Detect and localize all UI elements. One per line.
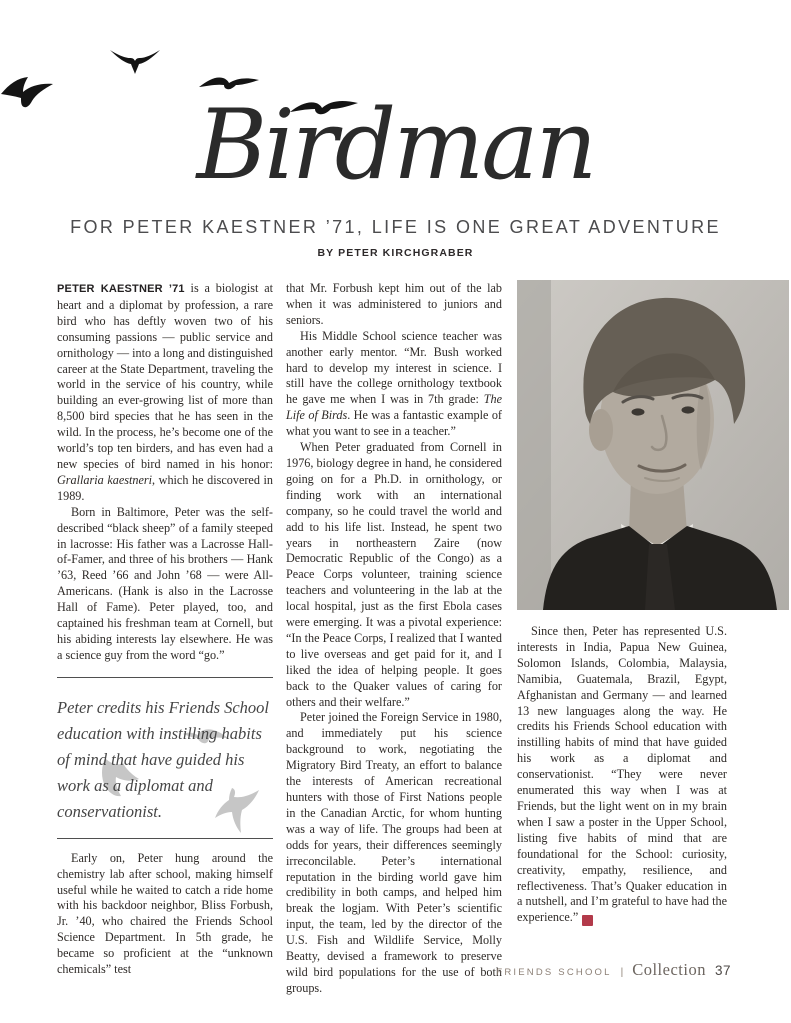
paragraph (517, 624, 727, 926)
paragraph: His Middle School science teacher was another early mentor. “Mr. Bush worked hard to develop my interest in science. I still have the college ornithology textbook he gave me when I was in 7th grade: The Life of Birds. He was a fantastic example of what you want to see in a teacher.” (286, 328, 502, 439)
footer-page-number: 37 (714, 963, 731, 978)
paragraph: that Mr. Forbush kept him out of the lab when it was administered to juniors and seniors. (286, 281, 502, 327)
paragraph: PETER KAESTNER ’71 is a biologist at heart and a diplomat by profession, a rare bird who has deftly woven two of his consuming passions — public service and ornithology — into a long and distinguished career at the State Department, traveling the world in the service of his country, while building an ever-growing list of more than 8,500 bird species that he has seen in the wild. In the process, he’s become one of the world’s top ten birders, and has even had a new species of bird named in his honor: Grallaria kaestneri, which he discovered in 1989. (57, 281, 274, 503)
pull-quote-text: Peter credits his Friends School education with instilling habits of mind that have guided his work as a diplomat and conservationist. (57, 697, 270, 821)
page-footer (496, 960, 731, 980)
body-column-1 (57, 281, 273, 978)
paragraph-text: Since then, Peter has represented U.S. interests in India, Papua New Guinea, Solomon Islands, Colombia, Malaysia, Namibia, Guatemala, Brazil, Egypt, Afghanistan and Germany — and learned 13 new languages along the way. He credits his Friends School education with instilling habits of mind that have guided his work as a diplomat and conservationist. “They were never enumerated this way when I was at Friends, but the light went on in my brain when I saw a poster in the Upper School, listing five habits of mind that are foundational for the School: curiosity, creativity, empathy, resilience, and reflectiveness. That’s Quaker education in a nutshell, and I’m grateful to have had the experience.” (517, 624, 727, 925)
paragraph: Born in Baltimore, Peter was the self-described “black sheep” of a family steeped in lacrosse: His father was a Lacrosse Hall-of-Famer, and three of his brothers — Hank ’63, Reed ’66 and John ’68 — were All-Americans. (Hank is also in the Lacrosse Hall of Fame). Peter played, too, and captained his freshman team at Cornell, but his abiding interests lay elsewhere. He was a science guy from the word “go.” (57, 504, 273, 662)
bird-silhouette-icon (209, 788, 261, 834)
body-column-2 (286, 281, 502, 997)
end-of-article-marker: FS (582, 915, 593, 926)
portrait-photo (517, 280, 789, 610)
paragraph: When Peter graduated from Cornell in 1976, biology degree in hand, he considered going on for a Ph.D. in ornithology, or finding work with an international company, so he could travel the world and add to his life list. Instead, he spent two years in northeastern Zaire (now Democratic Republic of the Congo) as a Peace Corps volunteer, training science teachers and volunteering in the lab at the local hospital, just as the first Ebola cases were emerging. It was a pivotal experience: “In the Peace Corps, I realized that I wanted to live overseas and get paid for it, and I liked the idea of helping people. It goes back to the Quaker values of caring for others and their welfare.” (286, 440, 502, 709)
article-title: Birdman (196, 89, 595, 201)
pull-quote (57, 677, 273, 839)
paragraph: Early on, Peter hung around the chemistry lab after school, making himself useful while he waited to catch a ride home with his backdoor neighbor, Bliss Forbush, Jr. ’40, who chaired the Friends School Science Department. In 5th grade, he became so proficient at the “unknown chemicals” test (57, 850, 273, 977)
paragraph: Peter joined the Foreign Service in 1980, and immediately put his science background to work, negotiating the Migratory Bird Treaty, an effort to balance the interests of American recreational hunters with those of First Nations people in the Canadian Arctic, for whom hunting was a way of life. The groups had been at odds for years, their differences seemingly irreconcilable. Peter’s international reputation in the birding world gave him credibility in both camps, and helped him break the logjam. With Peter’s scientific input, the team, led by the director of the U.S. Fish and Wildlife Service, Molly Beatty, devised a framework to preserve wild bird populations for the use of both groups. (286, 710, 502, 995)
footer-publication: Collection (632, 960, 706, 979)
article-subtitle: FOR PETER KAESTNER ’71, LIFE IS ONE GREAT ADVENTURE (70, 217, 721, 237)
article-byline: BY PETER KIRCHGRABER (317, 247, 474, 259)
bird-silhouette-icon (108, 48, 162, 78)
footer-separator: | (620, 967, 624, 978)
body-column-3 (517, 624, 727, 926)
footer-brand: FRIENDS SCHOOL (496, 967, 612, 978)
